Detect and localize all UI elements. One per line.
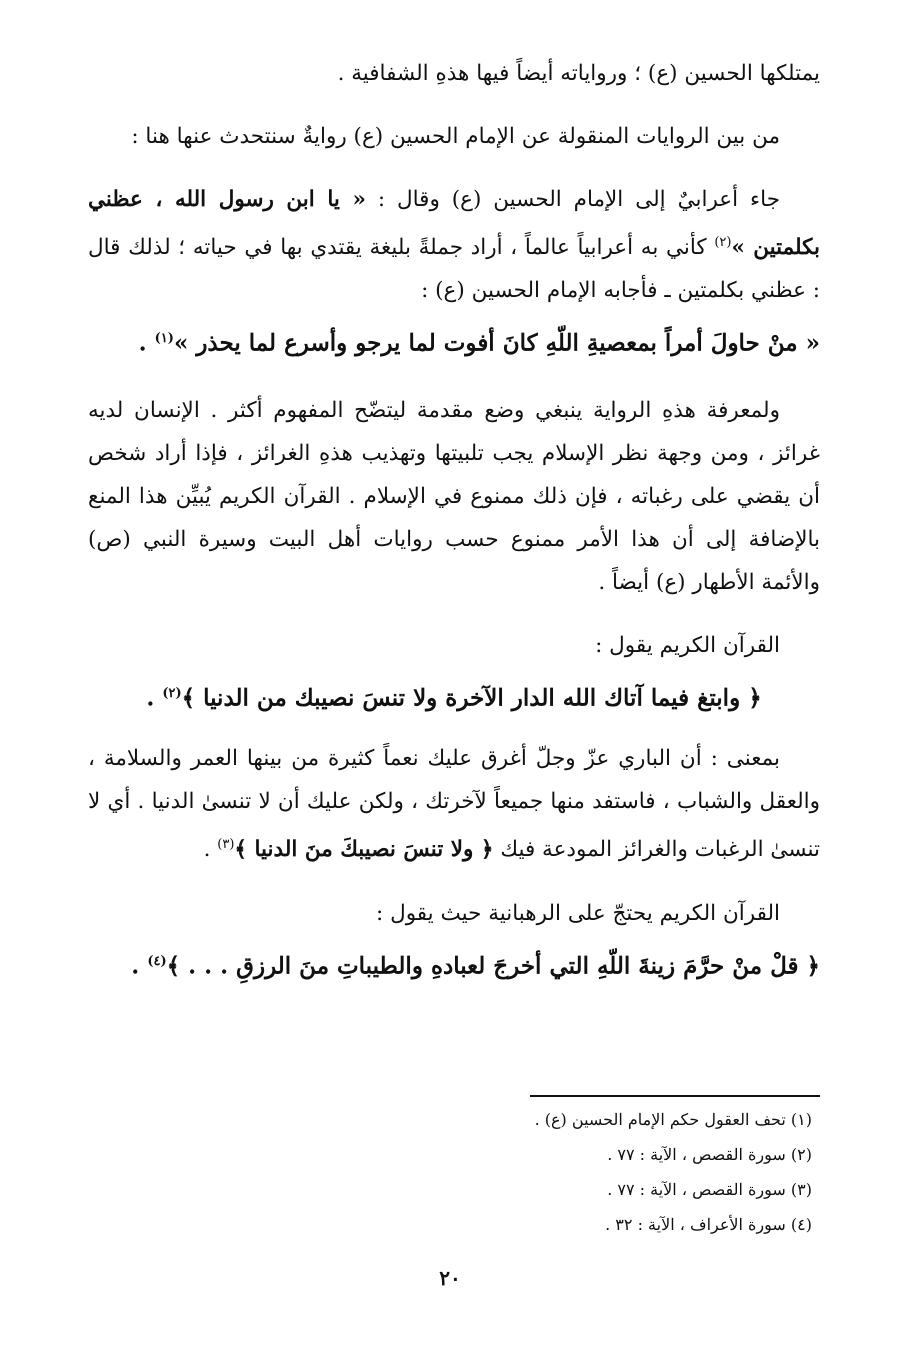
- paragraph-5: القرآن الكريم يقول :: [595, 632, 780, 658]
- footnote-ref-3: (٣): [217, 837, 235, 853]
- quran-verse-2-end: .: [131, 952, 148, 980]
- page-number: ٢٠: [439, 1266, 461, 1290]
- hadith-quote: [88, 316, 820, 367]
- footnote-3: (٣) سورة القصص ، الآية : ٧٧ .: [607, 1180, 812, 1199]
- footnote-2: (٢) سورة القصص ، الآية : ٧٧ .: [607, 1145, 812, 1164]
- footnote-1: (١) تحف العقول حكم الإمام الحسين (ع) .: [534, 1110, 812, 1129]
- paragraph-7: القرآن الكريم يحتجّ على الرهبانية حيث يقول :: [376, 900, 780, 926]
- paragraph-4: ولمعرفة هذهِ الرواية ينبغي وضع مقدمة ليتضّح المفهوم أكثر . الإنسان لديه غرائز ، ومن وجهة نظر الإسلام يجب تلبيتها وتهذيب هذهِ الغرائز ، فإذا أراد شخص أن يقضي على رغباته ، فإن ذلك ممنوع في الإسلام . القرآن الكريم يُبيِّن هذا المنع بالإضافة إلى أن هذا الأمر ممنوع حسب روايات أهل البيت وسيرة النبي (ص) والأئمة الأطهار (ع) أيضاً .: [88, 397, 820, 595]
- footnote-4: (٤) سورة الأعراف ، الآية : ٣٢ .: [605, 1215, 812, 1234]
- paragraph-6-end: .: [203, 837, 218, 863]
- quran-verse-1-text: ﴿ وابتغ فيما آتاك الله الدار الآخرة ولا تنسَ نصيبك من الدنيا ﴾: [181, 684, 762, 712]
- footnote-ref-2b: (٢): [162, 685, 182, 701]
- hadith-quote-text: « منْ حاولَ أمراً بمعصيةِ اللّهِ كانَ أفوت لما يرجو وأسرع لما يحذر »: [173, 329, 820, 357]
- footnote-ref-1: (١): [154, 331, 174, 347]
- paragraph-6: [88, 737, 820, 871]
- hadith-quote-end: .: [138, 329, 155, 357]
- paragraph-1: يمتلكها الحسين (ع) ؛ ورواياته أيضاً فيها هذهِ الشفافية .: [337, 61, 820, 86]
- paragraph-3-text-a: جاء أعرابيٌ إلى الإمام الحسين (ع) وقال :: [365, 187, 780, 212]
- footnote-divider: [530, 1095, 820, 1097]
- quran-verse-2-text: ﴿ قلْ منْ حرَّمَ زينةَ اللّهِ التي أخرجَ لعبادهِ والطيباتِ منَ الرزقِ . . . ﴾: [166, 952, 820, 980]
- paragraph-6-verse: ﴿ ولا تنسَ نصيبكَ منَ الدنيا ﴾: [234, 837, 494, 863]
- footnote-ref-4: (٤): [147, 953, 167, 969]
- quran-verse-2: [88, 939, 820, 990]
- footnote-ref-2: (٢): [714, 235, 732, 250]
- footnotes: [80, 1102, 812, 1242]
- bedouin-request: « يا ابن رسول الله ، عظني بكلمتين »: [88, 187, 820, 261]
- paragraph-6-text: بمعنى : أن الباري عزّ وجلّ أغرق عليك نعماً كثيرة من بينها العمر والسلامة ، والعقل والشباب ، فاستفد منها جميعاً لآخرتك ، ولكن عليك أن لا تنسىٰ الدنيا . أي لا تنسىٰ الرغبات والغرائز المودعة فيك: [88, 746, 820, 863]
- page-body: [88, 52, 820, 1011]
- quran-verse-1-end: .: [146, 684, 163, 712]
- quran-verse-1: [88, 671, 820, 722]
- paragraph-3-text-b: كأني به أعرابياً عالماً ، أراد جملةً بليغة يقتدي بها في حياته ؛ لذلك قال : عظني بكلمتين ـ فأجابه الإمام الحسين (ع) :: [88, 235, 820, 304]
- paragraph-3: [88, 178, 820, 312]
- paragraph-2: من بين الروايات المنقولة عن الإمام الحسين (ع) روايةٌ سنتحدث عنها هنا :: [131, 124, 780, 149]
